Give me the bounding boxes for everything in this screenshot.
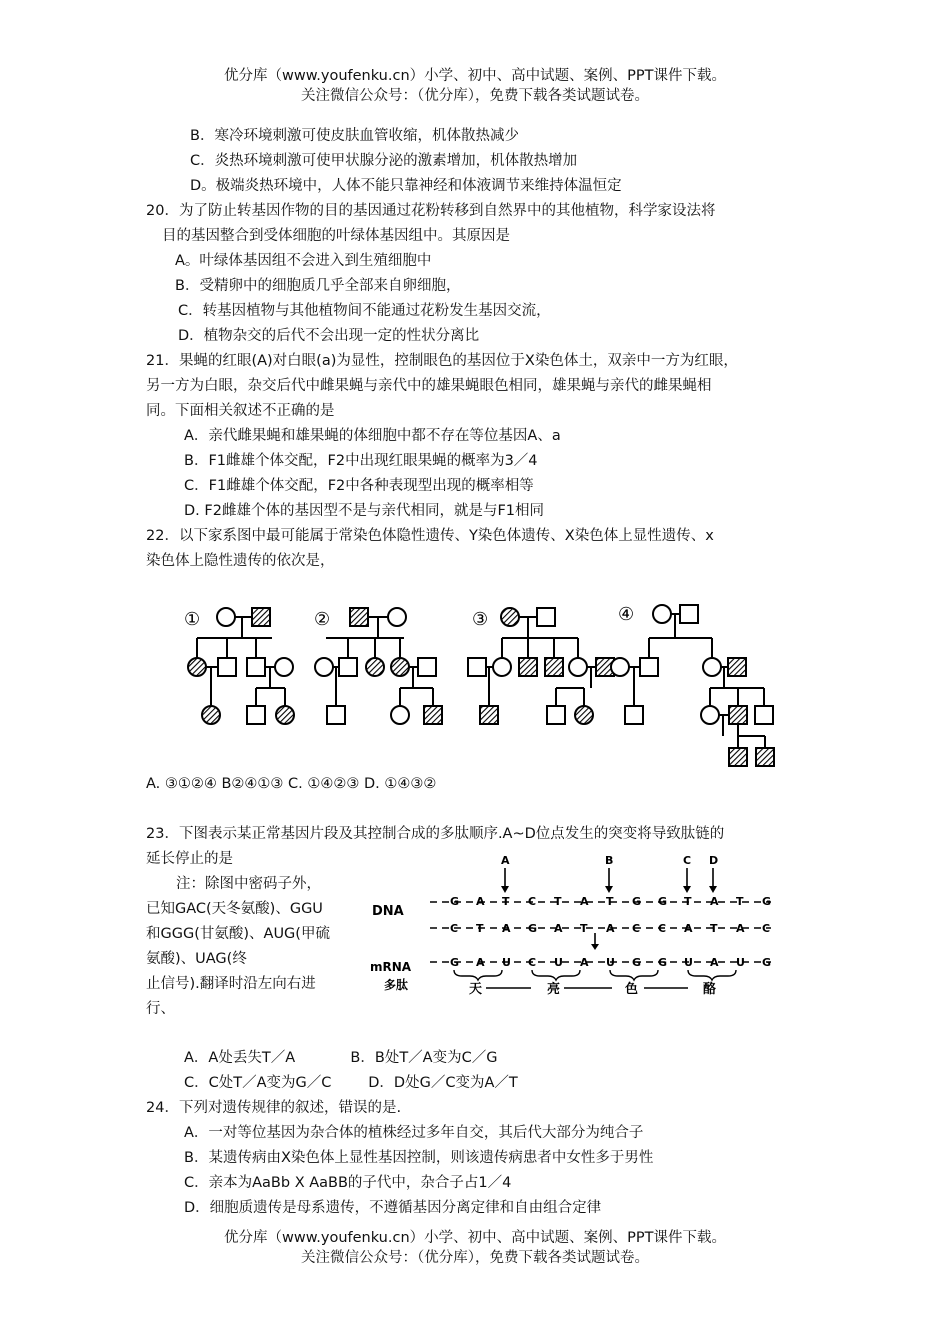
dna-mrna-figure <box>366 852 786 1002</box>
dna-bottom-base-8: C <box>632 922 641 935</box>
dna-top-base-11: A <box>710 895 719 908</box>
header-line-1: 优分库（www.youfenku.cn）小学、初中、高中试题、案例、PPT课件下载。 <box>224 68 726 84</box>
mrna-base-7: U <box>606 956 615 969</box>
q22-stem-1: 22．以下家系图中最可能属于常染色体隐性遗传、Y染色体遗传、X染色体上显性遗传、x <box>146 528 714 544</box>
header-line-2: 关注微信公众号：（优分库），免费下载各类试题试卷。 <box>301 88 649 104</box>
mrna-base-8: G <box>632 956 642 969</box>
mutation-arrowhead-c <box>683 886 691 893</box>
dna-bottom-base-4: G <box>528 922 538 935</box>
dna-top-base-12: T <box>736 895 744 908</box>
dna-top-base-6: A <box>580 895 589 908</box>
q19-option-b: B．寒冷环境刺激可使皮肤血管收缩，机体散热减少 <box>190 128 519 144</box>
mutation-marker-a: A <box>501 854 510 867</box>
dna-top-base-7: T <box>606 895 614 908</box>
mutation-arrowhead-b <box>605 886 613 893</box>
q24-option-a: A．一对等位基因为杂合体的植株经过多年自交，其后代大部分为纯合子 <box>184 1125 644 1141</box>
amino-acid-4: 酪 <box>703 982 717 997</box>
q23-stem-2: 延长停止的是 <box>146 851 233 867</box>
mrna-base-3: U <box>502 956 511 969</box>
dna-bottom-base-12: A <box>736 922 745 935</box>
amino-acid-1: 天 <box>469 982 483 997</box>
dna-bottom-base-2: T <box>476 922 484 935</box>
dna-top-base-3: T <box>502 895 510 908</box>
q23-note-5: 止信号).翻译时沿左向右进 <box>146 976 316 992</box>
pedigree-figure <box>172 592 792 774</box>
mrna-base-5: U <box>554 956 563 969</box>
peptide-label: 多肽 <box>384 978 409 992</box>
q22-stem-2: 染色体上隐性遗传的依次是， <box>146 553 335 569</box>
dna-bottom-base-7: A <box>606 922 615 935</box>
q23-options-row-1: A．A处丢失T／A B．B处T／A变为C／G <box>184 1050 498 1066</box>
dna-bottom-base-5: A <box>554 922 563 935</box>
q20-option-b: B．受精卵中的细胞质几乎全部来自卵细胞， <box>175 278 461 294</box>
mutation-arrowhead-a <box>501 886 509 893</box>
q20-stem-2: 目的基因整合到受体细胞的叶绿体基因组中。其原因是 <box>162 228 510 244</box>
dna-bottom-base-1: C <box>450 922 459 935</box>
mrna-base-11: A <box>710 956 719 969</box>
dna-bottom-base-9: C <box>658 922 667 935</box>
q23-options-row-2: C．C处T／A变为G／C D．D处G／C变为A／T <box>184 1075 518 1091</box>
pedigree-label-3: ③ <box>472 609 489 630</box>
q20-stem-1: 20．为了防止转基因作物的目的基因通过花粉转移到自然界中的其他植物，科学家设法将 <box>146 203 716 219</box>
dna-top-base-13: G <box>762 895 772 908</box>
q19-option-c: C．炎热环境刺激可使甲状腺分泌的激素增加，机体散热增加 <box>190 153 578 169</box>
q24-stem: 24．下列对遗传规律的叙述，错误的是. <box>146 1100 402 1116</box>
mrna-base-13: G <box>762 956 772 969</box>
q24-option-c: C．亲本为AaBb X AaBB的子代中，杂合子占1／4 <box>184 1175 512 1191</box>
dna-top-base-2: A <box>476 895 485 908</box>
mrna-base-2: A <box>476 956 485 969</box>
q19-option-d: D。极端炎热环境中，人体不能只靠神经和体液调节来维持体温恒定 <box>190 178 622 194</box>
dna-bottom-base-6: T <box>580 922 588 935</box>
dna-top-base-5: T <box>554 895 562 908</box>
q22-answer-options: A. ③①②④ B②④①③ C. ①④②③ D. ①④③② <box>146 776 437 792</box>
q21-stem-2: 另一方为白眼，杂交后代中雌果蝇与亲代中的雄果蝇眼色相同，雄果蝇与亲代的雌果蝇相 <box>146 378 712 394</box>
mrna-base-6: A <box>580 956 589 969</box>
q24-option-b: B．某遗传病由X染色体上显性基因控制，则该遗传病患者中女性多于男性 <box>184 1150 654 1166</box>
dna-bottom-base-11: T <box>710 922 718 935</box>
q21-option-c: C．F1雌雄个体交配，F2中各种表现型出现的概率相等 <box>184 478 534 494</box>
dna-bottom-base-13: C <box>762 922 771 935</box>
q21-stem-1: 21．果蝇的红眼(A)对白眼(a)为显性，控制眼色的基因位于X染色体土，双亲中一方为红眼， <box>146 353 738 369</box>
mrna-label: mRNA <box>370 960 412 974</box>
q23-note-3: 和GGG(甘氨酸)、AUG(甲硫 <box>146 926 330 942</box>
mutation-arrowhead-d <box>709 886 717 893</box>
q23-note-2: 已知GAC(天冬氨酸)、GGU <box>146 901 323 917</box>
pedigree-label-4: ④ <box>618 604 635 625</box>
q21-option-a: A．亲代雌果蝇和雄果蝇的体细胞中都不存在等位基因A、a <box>184 428 561 444</box>
mutation-marker-b: B <box>605 854 614 867</box>
footer-line-2: 关注微信公众号：（优分库），免费下载各类试题试卷。 <box>301 1250 649 1266</box>
q24-option-d: D．细胞质遗传是母系遗传，不遵循基因分离定律和自由组合定律 <box>184 1200 602 1216</box>
mrna-base-1: G <box>450 956 460 969</box>
mrna-base-4: C <box>528 956 537 969</box>
pedigree-label-2: ② <box>314 609 331 630</box>
mutation-marker-c: C <box>683 854 692 867</box>
q20-option-d: D．植物杂交的后代不会出现一定的性状分离比 <box>178 328 480 344</box>
mrna-base-10: U <box>684 956 693 969</box>
dna-top-base-9: G <box>658 895 668 908</box>
q21-option-d: D. F2雌雄个体的基因型不是与亲代相同，就是与F1相同 <box>184 503 545 519</box>
dna-top-base-4: C <box>528 895 537 908</box>
footer-line-1: 优分库（www.youfenku.cn）小学、初中、高中试题、案例、PPT课件下载。 <box>224 1230 726 1246</box>
dna-bottom-base-10: A <box>684 922 693 935</box>
pedigree-label-1: ① <box>184 609 201 630</box>
q23-note-4: 氨酸)、UAG(终 <box>146 951 247 967</box>
q23-note-1: 注：除图中密码子外， <box>176 876 321 892</box>
mrna-base-12: U <box>736 956 745 969</box>
amino-acid-2: 亮 <box>547 982 561 997</box>
dna-bottom-base-3: A <box>502 922 511 935</box>
q23-stem-1: 23．下图表示某正常基因片段及其控制合成的多肽顺序.A~D位点发生的突变将导致肽链的 <box>146 826 725 842</box>
q21-stem-3: 同。下面相关叙述不正确的是 <box>146 403 335 419</box>
dna-top-base-1: G <box>450 895 460 908</box>
q23-note-6: 行、 <box>146 1001 175 1017</box>
mrna-base-9: G <box>658 956 668 969</box>
amino-acid-3: 色 <box>625 982 639 997</box>
q21-option-b: B．F1雌雄个体交配，F2中出现红眼果蝇的概率为3／4 <box>184 453 538 469</box>
q20-option-a: A。叶绿体基因组不会进入到生殖细胞中 <box>175 253 432 269</box>
mutation-marker-d: D <box>709 854 719 867</box>
q20-option-c: C．转基因植物与其他植物间不能通过花粉发生基因交流， <box>178 303 551 319</box>
dna-top-base-10: T <box>684 895 692 908</box>
dna-top-base-8: G <box>632 895 642 908</box>
dna-label: DNA <box>372 904 404 919</box>
